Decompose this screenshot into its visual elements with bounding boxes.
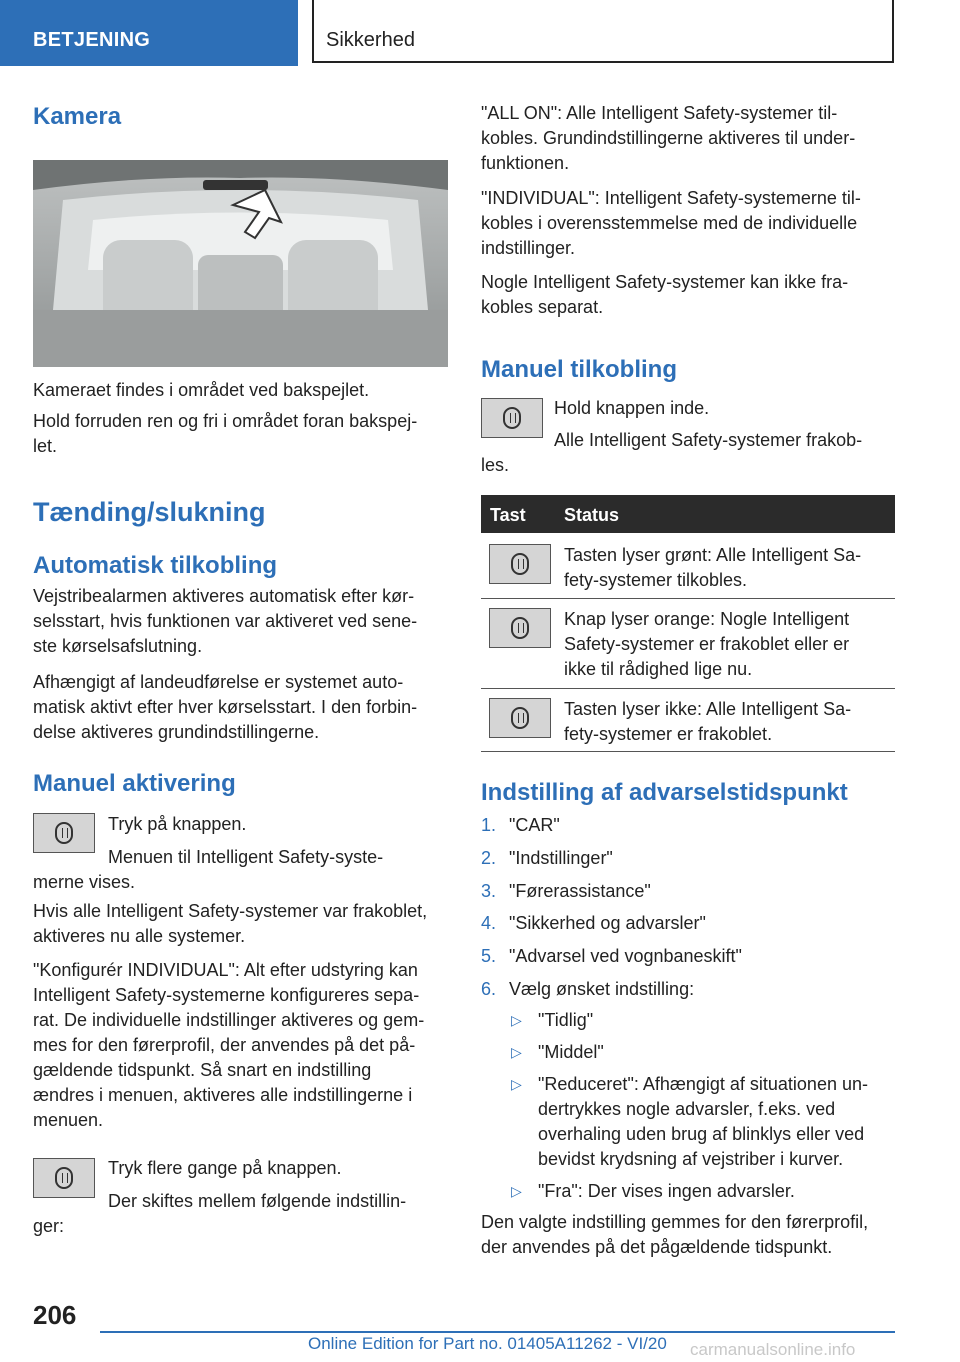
footer-rule — [100, 1331, 895, 1333]
table-row: Tasten lyser ikke: Alle Intelligent Sa- fety-systemer er frakoblet. — [564, 699, 852, 744]
step-number: 4. — [481, 913, 497, 933]
kamera-text-2b: let. — [33, 436, 58, 456]
kamera-text-2a: Hold forruden ren og fri i området foran bakspej- — [33, 411, 418, 431]
safety-button-image — [489, 608, 551, 648]
safety-icon — [55, 822, 73, 844]
manuel-aktivering-heading: Manuel aktivering — [33, 770, 236, 797]
step-text: Vælg ønsket indstilling: — [509, 979, 695, 999]
triangle-bullet-icon: ▷ — [511, 1183, 522, 1199]
auto-paragraph-1: Vejstribealarmen aktiveres automatisk efter kør- selsstart, hvis funktionen var aktiveret ved sene- ste kørselsafslutning. — [33, 586, 418, 656]
manuel-paragraph-2: Hvis alle Intelligent Safety-systemer var frakoblet, aktiveres nu alle systemer. — [33, 901, 428, 946]
table-row: Tasten lyser grønt: Alle Intelligent Sa- fety-systemer tilkobles. — [564, 545, 862, 590]
final-paragraph: Den valgte indstilling gemmes for den førerprofil, der anvendes på det pågældende tidspunkt. — [481, 1212, 869, 1257]
safety-icon — [503, 407, 521, 429]
step-text: "Førerassistance" — [509, 881, 651, 901]
flere-line-2: Der skiftes mellem følgende indstillin- — [108, 1191, 407, 1211]
step-number: 2. — [481, 848, 497, 868]
status-table-header — [481, 495, 895, 533]
kamera-heading: Kamera — [33, 103, 122, 130]
option-text: "Fra": Der vises ingen advarsler. — [538, 1181, 795, 1201]
chapter-label: Sikkerhed — [326, 29, 415, 51]
mt-line-3: les. — [481, 455, 510, 475]
chapter-tab — [312, 0, 894, 63]
safety-button-image — [481, 398, 543, 438]
page-number: 206 — [33, 1300, 77, 1330]
manuel-tilkobling-heading: Manuel tilkobling — [481, 356, 677, 383]
table-divider — [481, 598, 895, 599]
page-header — [0, 0, 960, 66]
triangle-bullet-icon: ▷ — [511, 1076, 522, 1092]
edition-text: Online Edition for Part no. 01405A11262 - VI/20 — [308, 1334, 667, 1353]
step-number: 6. — [481, 979, 497, 999]
safety-icon — [511, 553, 529, 575]
manuel-line-1: Tryk på knappen. — [108, 814, 247, 834]
step-text: "Advarsel ved vognbaneskift" — [509, 946, 742, 966]
camera-photo — [33, 160, 448, 367]
step-number: 5. — [481, 946, 497, 966]
safety-icon — [511, 707, 529, 729]
right-paragraph-1: "ALL ON": Alle Intelligent Safety-systemer til- kobles. Grundindstillingerne aktiveres til under- funktionen. — [481, 103, 856, 173]
safety-button-image — [33, 813, 95, 853]
mt-line-1: Hold knappen inde. — [554, 398, 710, 418]
option-text: "Tidlig" — [538, 1010, 594, 1030]
triangle-bullet-icon: ▷ — [511, 1044, 522, 1060]
step-text: "CAR" — [509, 815, 560, 835]
triangle-bullet-icon: ▷ — [511, 1012, 522, 1028]
step-number: 1. — [481, 815, 497, 835]
table-divider — [481, 688, 895, 689]
auto-heading: Automatisk tilkobling — [33, 552, 278, 579]
flere-line-3: ger: — [33, 1216, 65, 1236]
auto-paragraph-2: Afhængigt af landeudførelse er systemet auto- matisk aktivt efter hver kørselsstart. I den forbin- delse aktiveres grundindstillingerne. — [33, 672, 418, 742]
safety-button-image — [489, 544, 551, 584]
table-divider — [481, 751, 895, 752]
table-col-status: Status — [564, 505, 620, 525]
taending-heading: Tænding/slukning — [33, 497, 266, 527]
safety-button-image — [489, 698, 551, 738]
safety-icon — [511, 617, 529, 639]
table-row: Knap lyser orange: Nogle Intelligent Safety-systemer er frakoblet eller er ikke til rådighed lige nu. — [564, 609, 850, 679]
step-number: 3. — [481, 881, 497, 901]
kamera-text-1: Kameraet findes i området ved bakspejlet. — [33, 380, 370, 400]
section-tab — [0, 0, 298, 66]
safety-icon — [55, 1167, 73, 1189]
option-text: "Reduceret": Afhængigt af situationen un- dertrykkes nogle advarsler, f.eks. ved overhaling uden brug af blinklys eller ved bevidst krydsning af vejstriber i kurver. — [538, 1074, 868, 1169]
mt-line-2: Alle Intelligent Safety-systemer frakob- — [554, 430, 863, 450]
manuel-line-2: Menuen til Intelligent Safety-syste- — [108, 847, 384, 867]
indstilling-heading: Indstilling af advarselstidspunkt — [481, 779, 848, 806]
step-text: "Indstillinger" — [509, 848, 613, 868]
step-text: "Sikkerhed og advarsler" — [509, 913, 706, 933]
right-paragraph-3: Nogle Intelligent Safety-systemer kan ikke fra- kobles separat. — [481, 272, 849, 317]
watermark: carmanualsonline.info — [690, 1340, 856, 1359]
manuel-paragraph-3: "Konfigurér INDIVIDUAL": Alt efter udstyring kan Intelligent Safety-systemerne konfigureres sepa- rat. De individuelle indstillinger aktiveres og gem- mes for den førerprofil, der anvendes på det på- gældende tidspunkt. Så snart en indstilling ændres i menuen, aktiveres alle indstillingerne i menuen. — [33, 960, 425, 1130]
option-text: "Middel" — [538, 1042, 604, 1062]
flere-line-1: Tryk flere gange på knappen. — [108, 1158, 342, 1178]
safety-button-image — [33, 1158, 95, 1198]
manuel-line-3: merne vises. — [33, 872, 136, 892]
section-label: BETJENING — [33, 29, 151, 51]
table-col-tast: Tast — [490, 505, 526, 525]
right-paragraph-2: "INDIVIDUAL": Intelligent Safety-systemerne til- kobles i overensstemmelse med de individuelle indstillinger. — [481, 188, 861, 258]
